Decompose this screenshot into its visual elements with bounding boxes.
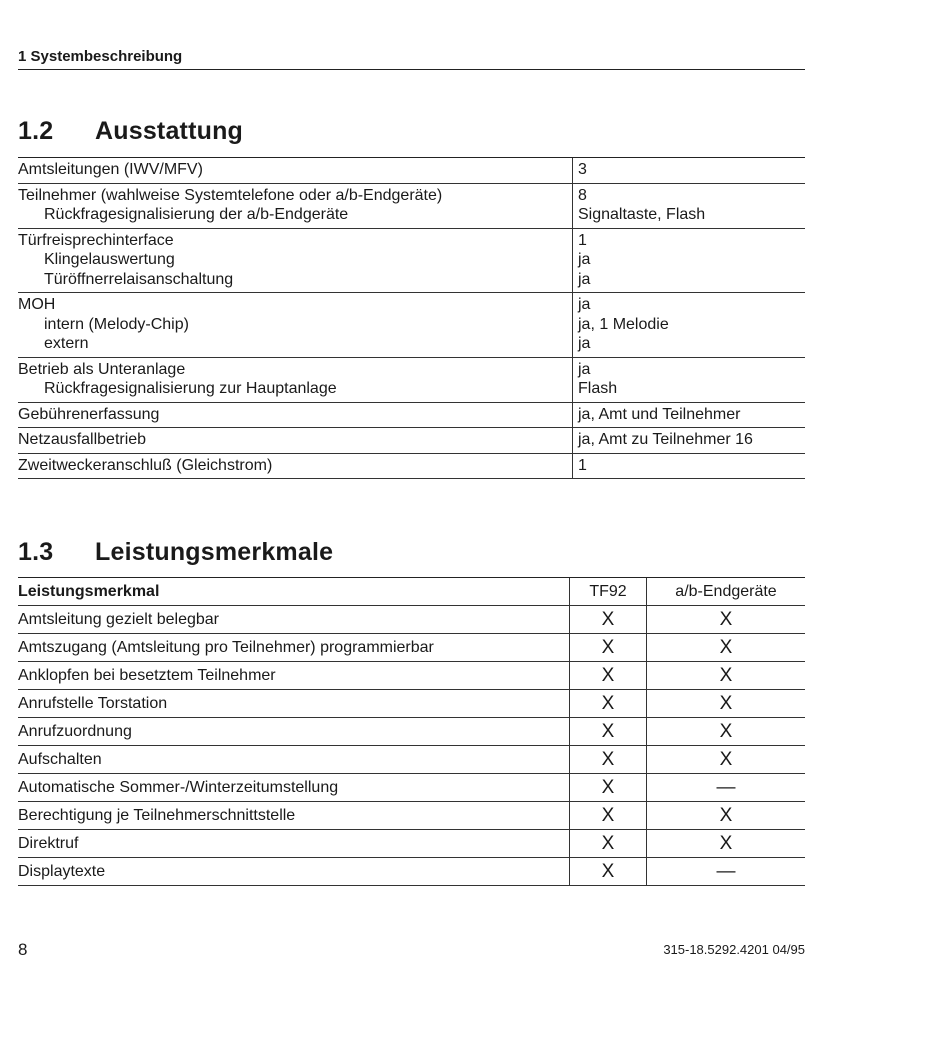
tf92-cell: X — [570, 606, 647, 634]
table-row — [18, 634, 805, 662]
feature-label: Türfreisprechinterface — [18, 231, 174, 249]
ab-endgeraete-cell: X — [647, 718, 806, 746]
table-row — [18, 690, 805, 718]
table-row — [18, 858, 805, 886]
tf92-cell: X — [570, 634, 647, 662]
feature-value: ja — [578, 296, 591, 313]
feature-label: Türöffnerrelaisanschaltung — [44, 270, 234, 288]
ab-endgeraete-cell: X — [647, 690, 806, 718]
ab-endgeraete-cell: X — [647, 606, 806, 634]
section-number: 1.2 — [18, 117, 54, 145]
table-row — [18, 453, 805, 479]
feature-cell — [18, 293, 573, 358]
section-number: 1.3 — [18, 538, 54, 566]
feature-cell — [18, 228, 573, 293]
page-number: 8 — [18, 940, 28, 959]
feature-value: 1 — [578, 456, 587, 474]
feature-label: Betrieb als Unteranlage — [18, 360, 186, 378]
feature-name-cell: Displaytexte — [18, 858, 570, 886]
feature-name-cell: Amtszugang (Amtsleitung pro Teilnehmer) programmierbar — [18, 634, 570, 662]
ab-endgeraete-cell: — — [647, 858, 806, 886]
tf92-cell: X — [570, 802, 647, 830]
feature-value: ja — [578, 270, 591, 288]
feature-cell — [18, 158, 573, 184]
feature-label: Zweitweckeranschluß (Gleichstrom) — [18, 456, 273, 474]
table-row — [18, 830, 805, 858]
ab-endgeraete-cell: X — [647, 662, 806, 690]
ab-endgeraete-cell: X — [647, 634, 806, 662]
feature-value: ja, Amt und Teilnehmer — [578, 405, 741, 423]
value-cell — [573, 158, 806, 184]
section-heading-leistungsmerkmale — [18, 538, 333, 567]
tf92-cell: X — [570, 690, 647, 718]
feature-label: Rückfragesignalisierung der a/b-Endgeräte — [44, 206, 349, 223]
feature-cell — [18, 357, 573, 402]
running-header: 1 Systembeschreibung — [18, 48, 805, 70]
value-cell — [573, 293, 806, 358]
feature-name-cell: Aufschalten — [18, 746, 570, 774]
value-cell — [573, 402, 806, 428]
feature-label: Netzausfallbetrieb — [18, 431, 147, 448]
value-cell — [573, 228, 806, 293]
ab-endgeraete-cell: X — [647, 802, 806, 830]
section-heading-ausstattung — [18, 117, 243, 146]
tf92-cell: X — [570, 662, 647, 690]
tf92-cell: X — [570, 858, 647, 886]
feature-cell — [18, 402, 573, 428]
feature-cell — [18, 183, 573, 228]
feature-label: extern — [44, 335, 89, 352]
table-row — [18, 158, 805, 184]
table-row — [18, 357, 805, 402]
tf92-cell: X — [570, 718, 647, 746]
table-row — [18, 718, 805, 746]
column-header-leistungsmerkmal: Leistungsmerkmal — [18, 578, 570, 606]
table-row — [18, 228, 805, 293]
ab-endgeraete-cell: X — [647, 830, 806, 858]
table-row — [18, 606, 805, 634]
feature-cell — [18, 428, 573, 454]
feature-value: ja, 1 Melodie — [578, 315, 669, 333]
document-id: 315-18.5292.4201 04/95 — [663, 942, 805, 957]
section-title: Ausstattung — [95, 117, 244, 145]
feature-value: 3 — [578, 161, 587, 178]
table-row — [18, 293, 805, 358]
feature-value: ja — [578, 360, 591, 378]
table-row — [18, 183, 805, 228]
feature-cell — [18, 453, 573, 479]
feature-value: 8 — [578, 186, 587, 204]
table-row — [18, 746, 805, 774]
feature-value: Signaltaste, Flash — [578, 206, 706, 223]
table-row — [18, 774, 805, 802]
feature-name-cell: Anrufstelle Torstation — [18, 690, 570, 718]
feature-label: Teilnehmer (wahlweise Systemtelefone oder a/b-Endgeräte) — [18, 186, 443, 204]
feature-value: ja — [578, 335, 591, 352]
ausstattung-table — [18, 157, 805, 479]
feature-value: 1 — [578, 231, 587, 249]
feature-name-cell: Anrufzuordnung — [18, 718, 570, 746]
value-cell — [573, 183, 806, 228]
value-cell — [573, 428, 806, 454]
feature-name-cell: Berechtigung je Teilnehmerschnittstelle — [18, 802, 570, 830]
value-cell — [573, 453, 806, 479]
section-title: Leistungsmerkmale — [95, 538, 334, 566]
table-row — [18, 802, 805, 830]
feature-value: ja — [578, 251, 591, 268]
feature-name-cell: Direktruf — [18, 830, 570, 858]
feature-name-cell: Amtsleitung gezielt belegbar — [18, 606, 570, 634]
value-cell — [573, 357, 806, 402]
feature-label: intern (Melody-Chip) — [44, 315, 189, 333]
feature-value: ja, Amt zu Teilnehmer 16 — [578, 431, 753, 448]
column-header-tf92: TF92 — [570, 578, 647, 606]
feature-label: Amtsleitungen (IWV/MFV) — [18, 161, 203, 178]
table-row — [18, 402, 805, 428]
column-header-ab-endgeraete: a/b-Endgeräte — [647, 578, 806, 606]
feature-value: Flash — [578, 380, 618, 397]
tf92-cell: X — [570, 830, 647, 858]
tf92-cell: X — [570, 746, 647, 774]
feature-label: Gebührenerfassung — [18, 405, 160, 423]
table-header-row — [18, 578, 805, 606]
feature-name-cell: Automatische Sommer-/Winterzeitumstellung — [18, 774, 570, 802]
ab-endgeraete-cell: X — [647, 746, 806, 774]
feature-name-cell: Anklopfen bei besetztem Teilnehmer — [18, 662, 570, 690]
table-row — [18, 662, 805, 690]
table-row — [18, 428, 805, 454]
ab-endgeraete-cell: — — [647, 774, 806, 802]
tf92-cell: X — [570, 774, 647, 802]
feature-label: MOH — [18, 296, 56, 313]
leistungsmerkmale-table — [18, 577, 805, 886]
feature-label: Rückfragesignalisierung zur Hauptanlage — [44, 380, 337, 397]
feature-label: Klingelauswertung — [44, 251, 175, 268]
